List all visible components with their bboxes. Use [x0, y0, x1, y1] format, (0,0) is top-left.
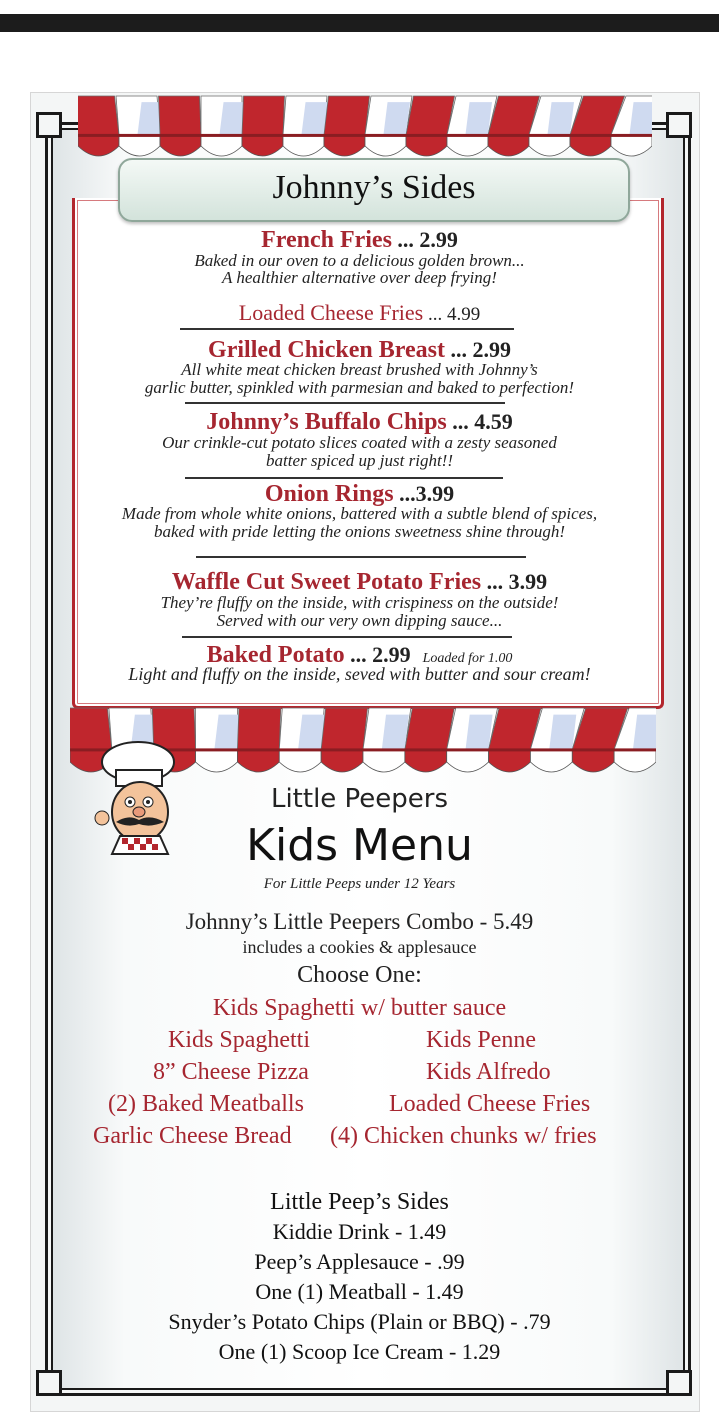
item-price: ... 3.99: [481, 569, 548, 594]
item-name: Loaded Cheese Fries: [238, 300, 424, 325]
divider: [180, 328, 514, 330]
sides-title: Johnny’s Sides: [272, 169, 476, 206]
item-price: ... 4.99: [423, 304, 481, 325]
item-desc: They’re fluffy on the inside, with crispiness on the outside!: [160, 593, 559, 612]
peep-side-item: Kiddie Drink - 1.49: [272, 1219, 447, 1244]
kids-choice: (2) Baked Meatballs: [108, 1091, 304, 1117]
divider: [185, 477, 503, 479]
item-desc: All white meat chicken breast brushed with Johnny’s: [181, 360, 538, 379]
item-desc: batter spiced up just right!!: [266, 451, 453, 470]
kids-choice: Kids Alfredo: [426, 1059, 551, 1085]
item-name: Grilled Chicken Breast: [208, 337, 445, 363]
item-name: Baked Potato: [206, 642, 345, 668]
item-french-fries: [0, 227, 719, 254]
top-awning-icon: [78, 94, 652, 160]
frame-corner-bottom-left: [36, 1370, 62, 1396]
peep-sides-title: Little Peep’s Sides: [270, 1189, 449, 1215]
item-desc: Our crinkle-cut potato slices coated with a zesty seasoned: [162, 433, 557, 452]
kids-choice: Kids Penne: [426, 1027, 536, 1053]
item-name: Onion Rings: [264, 481, 394, 507]
peep-side-item: One (1) Scoop Ice Cream - 1.29: [218, 1339, 501, 1364]
item-loaded-cheese-fries: [0, 300, 719, 326]
kids-choice-top: Kids Spaghetti w/ butter sauce: [212, 995, 507, 1021]
kids-combo-note: includes a cookies & applesauce: [242, 937, 477, 957]
kids-choice: 8” Cheese Pizza: [153, 1059, 309, 1085]
item-name: Waffle Cut Sweet Potato Fries: [171, 569, 482, 595]
item-name: French Fries: [261, 227, 392, 253]
kids-choice: Kids Spaghetti: [168, 1027, 310, 1053]
item-price: ... 4.59: [446, 409, 513, 434]
divider: [185, 402, 505, 404]
divider: [182, 636, 512, 638]
kids-combo: Johnny’s Little Peepers Combo - 5.49: [185, 909, 534, 934]
sides-title-box: [118, 158, 630, 222]
item-desc: baked with pride letting the onions sweetness shine through!: [153, 522, 566, 541]
kids-age-note: For Little Peeps under 12 Years: [263, 876, 456, 892]
peep-side-item: One (1) Meatball - 1.49: [255, 1279, 464, 1304]
item-desc: A healthier alternative over deep frying!: [222, 268, 497, 287]
kids-choice: (4) Chicken chunks w/ fries: [330, 1123, 597, 1149]
peep-side-item: Peep’s Applesauce - .99: [254, 1249, 465, 1274]
kids-title: Kids Menu: [246, 820, 473, 871]
frame-corner-bottom-right: [666, 1370, 692, 1396]
peep-side-item: Snyder’s Potato Chips (Plain or BBQ) - .79: [168, 1309, 551, 1334]
kids-choose: Choose One:: [297, 962, 422, 988]
item-price: ...3.99: [393, 481, 455, 506]
item-price: ... 2.99: [444, 337, 511, 362]
kids-choice: Garlic Cheese Bread: [93, 1123, 292, 1149]
frame-corner-top-left: [36, 112, 62, 138]
frame-corner-top-right: [666, 112, 692, 138]
item-desc: Light and fluffy on the inside, seved with butter and sour cream!: [128, 664, 591, 684]
item-price: ... 2.99: [344, 642, 411, 667]
item-desc: garlic butter, spinkled with parmesian and baked to perfection!: [144, 378, 575, 397]
item-waffle-fries: [0, 569, 719, 596]
item-desc: Baked in our oven to a delicious golden brown...: [194, 251, 525, 270]
item-desc: Made from whole white onions, battered with a subtle blend of spices,: [121, 504, 598, 523]
item-name: Johnny’s Buffalo Chips: [206, 409, 447, 435]
item-desc: Served with our very own dipping sauce...: [216, 611, 503, 630]
item-price: ... 2.99: [391, 227, 458, 252]
divider: [196, 556, 526, 558]
kids-choice: Loaded Cheese Fries: [389, 1091, 591, 1117]
item-buffalo-chips: [0, 409, 719, 436]
top-bar: [0, 14, 719, 32]
item-note: Loaded for 1.00: [422, 651, 513, 666]
kids-subtitle: Little Peepers: [270, 784, 449, 814]
